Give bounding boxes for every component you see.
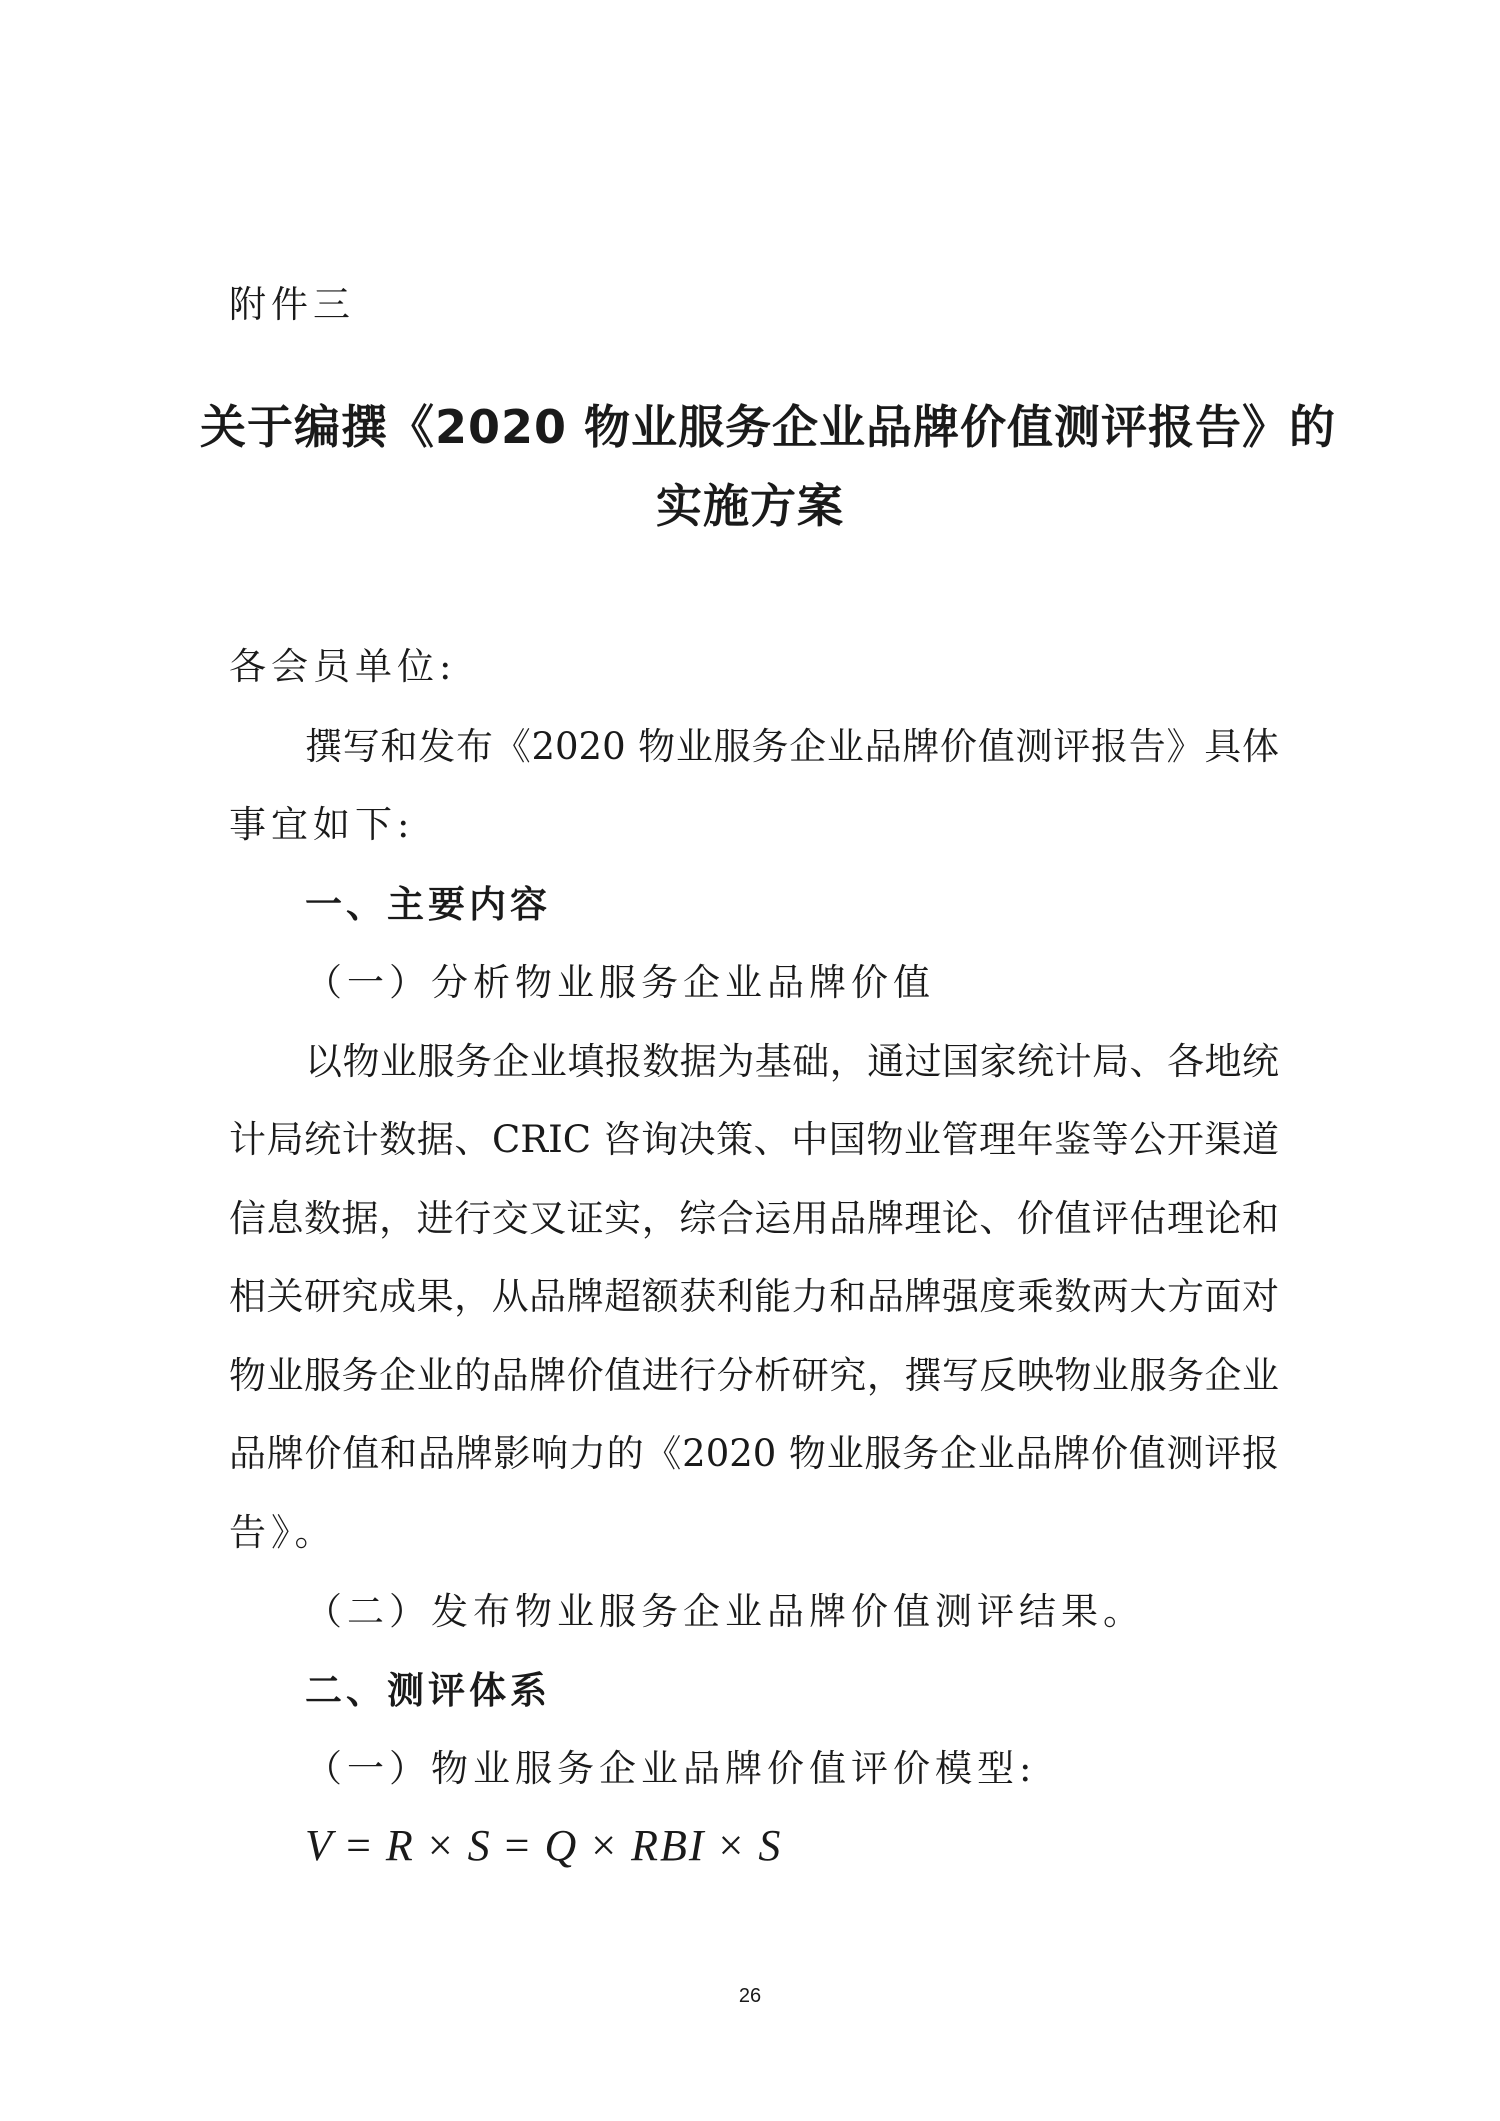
paragraph-line: 相关研究成果，从品牌超额获利能力和品牌强度乘数两大方面对 xyxy=(229,1275,1279,1318)
formula-term-s: S xyxy=(467,1821,492,1870)
document-title-line-2: 实施方案 xyxy=(656,479,844,533)
section-2-heading: 二、测评体系 xyxy=(305,1669,551,1712)
intro-line-2: 事宜如下: xyxy=(229,803,415,846)
brand-value-formula xyxy=(305,1818,782,1874)
paragraph-line: 品牌价值和品牌影响力的《2020 物业服务企业品牌价值测评报 xyxy=(229,1432,1279,1475)
formula-times: × xyxy=(427,1821,455,1870)
formula-term-rbi: RBI xyxy=(631,1821,706,1870)
section-1-heading: 一、主要内容 xyxy=(305,883,551,926)
paragraph-line: 告》。 xyxy=(229,1511,337,1554)
intro-line-1: 撰写和发布《2020 物业服务企业品牌价值测评报告》具体 xyxy=(305,725,1279,768)
formula-term-r: R xyxy=(385,1821,415,1870)
formula-equals: = xyxy=(346,1821,373,1870)
paragraph-line: 计局统计数据、CRIC 咨询决策、中国物业管理年鉴等公开渠道 xyxy=(229,1118,1279,1161)
section-2-subheading-1: （一）物业服务企业品牌价值评价模型: xyxy=(305,1747,1037,1790)
formula-times: × xyxy=(718,1821,746,1870)
paragraph-line: 以物业服务企业填报数据为基础，通过国家统计局、各地统 xyxy=(305,1040,1279,1083)
document-title-line-1: 关于编撰《2020 物业服务企业品牌价值测评报告》的 xyxy=(200,400,1337,454)
formula-term-s: S xyxy=(758,1821,783,1870)
paragraph-line: 信息数据，进行交叉证实，综合运用品牌理论、价值评估理论和 xyxy=(229,1197,1279,1240)
salutation: 各会员单位: xyxy=(229,645,457,688)
formula-times: × xyxy=(591,1821,619,1870)
formula-term-v: V xyxy=(305,1821,334,1870)
formula-term-q: Q xyxy=(544,1821,579,1870)
section-1-subheading-1: （一）分析物业服务企业品牌价值 xyxy=(305,961,935,1004)
page-number: 26 xyxy=(738,1985,762,2007)
formula-equals: = xyxy=(504,1821,532,1870)
attachment-label: 附件三 xyxy=(229,283,355,326)
paragraph-line: 物业服务企业的品牌价值进行分析研究，撰写反映物业服务企业 xyxy=(229,1354,1279,1397)
section-1-subheading-2: （二）发布物业服务企业品牌价值测评结果。 xyxy=(305,1590,1145,1633)
